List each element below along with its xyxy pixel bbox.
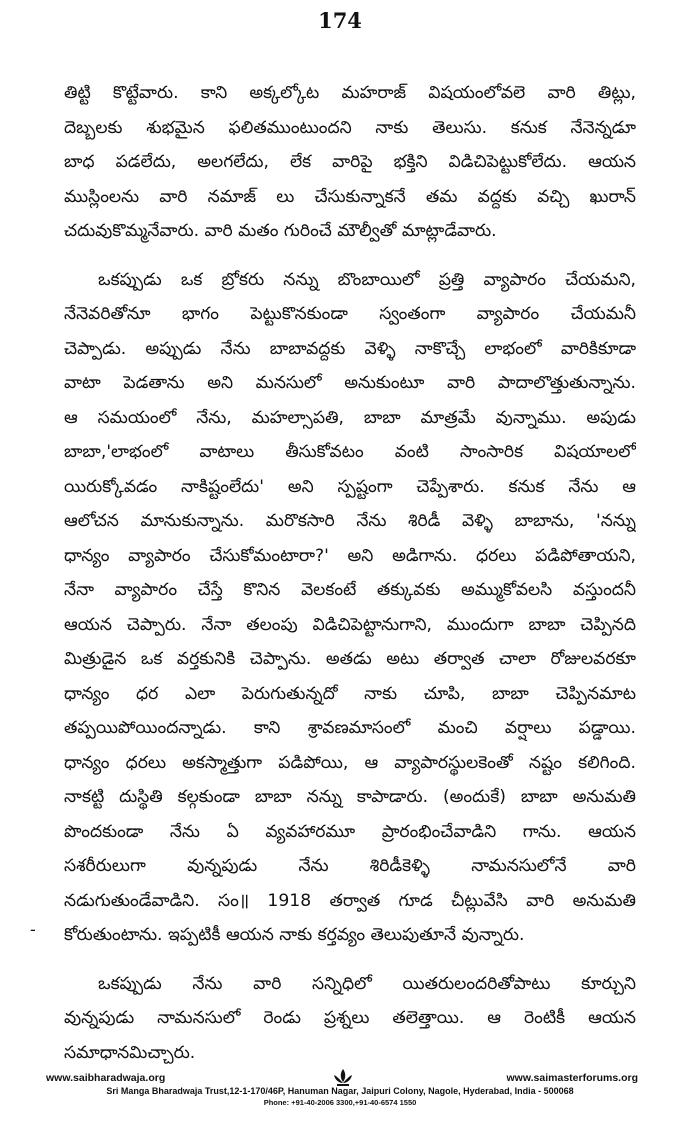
lotus-logo-icon [332, 1068, 354, 1088]
text-line: నడుగుతుండేవాడిని. సం॥ 1918 తర్వాత గూడ చీట్లువేసి వారి అనుమతి [64, 890, 636, 911]
text-line: ఒకప్పుడు నేను వారి సన్నిధిలో యితరులందరితోపాటు కూర్చుని [98, 973, 636, 994]
text-line: ఆయన చెప్పారు. నేనా తలంపు విడిచిపెట్టానుగాని, ముందుగా బాబా చెప్పినది [64, 614, 636, 635]
footer-right-url[interactable]: www.saimasterforums.org [506, 1072, 638, 1084]
text-line: సశరీరులుగా వున్నపుడు నేను శిరిడీకెళ్ళి నామనసులోనే వారి [64, 856, 636, 876]
text-line: ఆ సమయంలో నేను, మహల్సాపతి, బాబా మాత్రమే వున్నాము. అపుడు [64, 407, 636, 428]
margin-mark: - [30, 920, 36, 939]
text-line: పొందకుండా నేను ఏ వ్యవహారమూ ప్రారంభించేవాడిని గాను. ఆయన [64, 821, 636, 842]
text-line: బాబా,'లాభంలో వాటాలు తీసుకోవటం వంటి సాంసారిక విషయాలలో [64, 442, 636, 462]
text-line: దెబ్బలకు శుభమైన ఫలితముంటుందని నాకు తెలుసు. కనుక నేనెన్నడూ [64, 117, 636, 138]
page-number: 174 [318, 8, 362, 33]
text-line: ధాన్యం ధరలు అకస్మాత్తుగా పడిపోయి, ఆ వ్యాపారస్థులకెంతో నష్టం కలిగింది. [64, 752, 636, 773]
text-line: ధాన్యం ధర ఎలా పెరుగుతున్నదో నాకు చూపి, బాబా చెప్పినమాట [64, 683, 636, 704]
text-line: బాధ పడలేదు, అలగలేదు, లేక వారిపై భక్తిని విడిచిపెట్టుకోలేదు. ఆయన [64, 152, 636, 172]
text-line: ధాన్యం వ్యాపారం చేసుకోమంటారా?' అని అడిగాను. ధరలు పడిపోతాయని, [64, 545, 636, 566]
text-line: తప్పయిపోయిందన్నాడు. కాని శ్రావణమాసంలో మంచి వర్షాలు పడ్డాయి. [64, 718, 636, 738]
text-line: చెప్పాడు. అప్పుడు నేను బాబావద్దకు వెళ్ళి నాకొచ్చే లాభంలో వారికికూడా [64, 338, 636, 359]
text-line: మిత్రుడైన ఒక వర్తకునికి చెప్పాను. అతడు అటు తర్వాత చాలా రోజులవరకూ [64, 649, 636, 669]
text-line: ఒకప్పుడు ఒక బ్రోకరు నన్ను బొంబాయిలో ప్రత్తి వ్యాపారం చేయమని, [98, 269, 636, 290]
paragraph-3 [64, 967, 636, 1071]
footer-left-url[interactable]: www.saibharadwaja.org [46, 1072, 166, 1084]
text-line: నేనా వ్యాపారం చేస్తే కొనిన వెలకంటే తక్కువకు అమ్ముకోవలసి వస్తుందనీ [64, 580, 636, 600]
text-line: ముస్లింలను వారి నమాజ్ లు చేసుకున్నాకనే తమ వద్దకు వచ్చి ఖురాన్ [64, 186, 636, 207]
footer-phone: Phone: +91-40-2006 3300,+91-40-6574 1550 [263, 1098, 417, 1107]
text-line: ఆలోచన మానుకున్నాను. మరొకసారి నేను శిరిడీ వెళ్ళి బాబాను, 'నన్ను [64, 511, 636, 531]
footer-address: Sri Manga Bharadwaja Trust,12-1-170/46P, Hanuman Nagar, Jaipuri Colony, Nagole, Hyderabad, India - 500068 [106, 1086, 574, 1096]
paragraph-2 [64, 263, 636, 953]
text-line: సమాధానమిచ్చారు. [64, 1042, 196, 1063]
text-line: యిరుక్కోవడం నాకిష్టంలేదు' అని స్పష్టంగా చెప్పేశారు. కనుక నేను ఆ [64, 476, 636, 497]
text-line: చదువుకొమ్మనేవారు. వారి మతం గురించే మౌల్వీతో మాట్లాడేవారు. [64, 221, 497, 241]
text-line: తిట్టి కొట్టేవారు. కాని అక్కల్కోట మహరాజ్ విషయంలోవలె వారి తిట్లు, [64, 83, 636, 103]
body-text [64, 76, 636, 1084]
text-line: వాటా పెడతాను అని మనసులో అనుకుంటూ వారి పాదాలొత్తుతున్నాను. [64, 373, 636, 393]
text-line: వున్నపుడు నామనసులో రెండు ప్రశ్నలు తలెత్తాయి. ఆ రెంటికీ ఆయన [64, 1008, 636, 1028]
paragraph-1 [64, 76, 636, 249]
text-line: కోరుతుంటాను. ఇప్పటికీ ఆయన నాకు కర్తవ్యం తెలుపుతూనే వున్నారు. [64, 925, 525, 945]
text-line: నేనెవరితోనూ భాగం పెట్టుకొనకుండా స్వంతంగా వ్యాపారం చేయమనీ [64, 304, 636, 324]
text-line: నాకట్టి దుస్థితి కల్గకుండా బాబా నన్ను కాపాడారు. (అందుకే) బాబా అనుమతి [64, 787, 636, 807]
